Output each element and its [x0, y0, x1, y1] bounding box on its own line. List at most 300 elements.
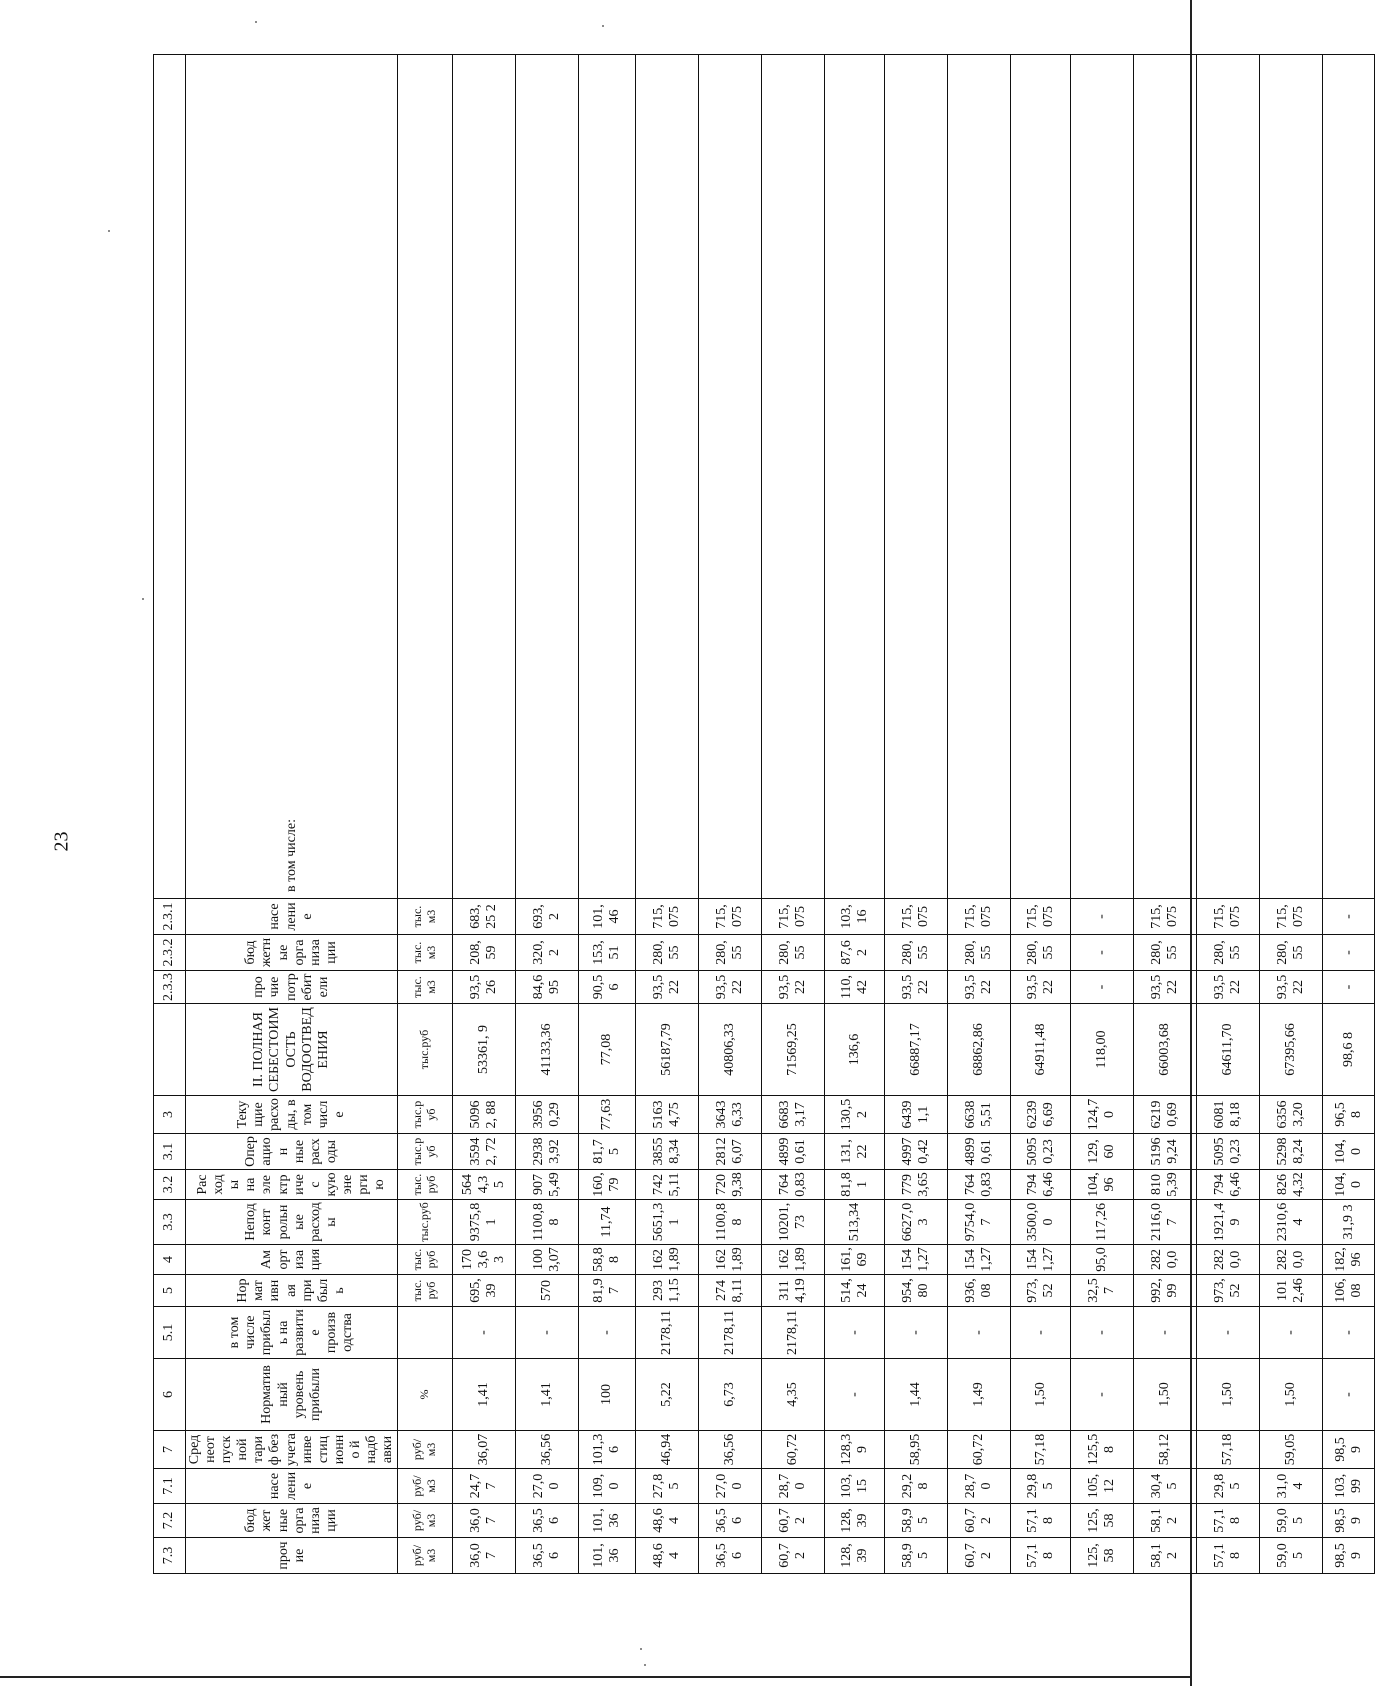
row-number: 6	[154, 1359, 186, 1431]
value-cell: 1,50	[1260, 1359, 1323, 1431]
value-cell: -	[1071, 971, 1134, 1004]
row-unit: тыс.руб	[398, 1096, 453, 1134]
row-number: 7	[154, 1431, 186, 1469]
value-cell: 280,55	[636, 935, 699, 971]
header-empty-cell	[762, 55, 825, 899]
value-cell: 2178,11	[762, 1307, 825, 1359]
value-cell: 7793,65	[885, 1170, 948, 1200]
table-value-row	[1197, 55, 1260, 1574]
value-cell: -	[1071, 935, 1134, 971]
value-cell: 57,18	[1011, 1504, 1071, 1538]
value-cell: 98,5 9	[1323, 1504, 1375, 1538]
value-cell: 58,88	[579, 1245, 636, 1275]
value-cell: -	[825, 1359, 885, 1431]
value-cell: 8105,39	[1134, 1170, 1197, 1200]
value-cell: 64611,70	[1197, 1004, 1260, 1096]
value-cell: 49970,42	[885, 1134, 948, 1170]
header-empty-cell	[1323, 55, 1375, 899]
row-unit: тыс.руб	[398, 1004, 453, 1096]
value-cell: 48990,61	[948, 1134, 1011, 1170]
value-cell: 1100,88	[699, 1200, 762, 1245]
value-cell: 128,39	[825, 1431, 885, 1469]
value-cell: 128,39	[825, 1504, 885, 1538]
value-cell: 35942, 72	[453, 1134, 516, 1170]
value-cell: 1100,88	[516, 1200, 579, 1245]
value-cell: 715,075	[1134, 899, 1197, 935]
table-value-row	[636, 55, 699, 1574]
header-empty-cell	[579, 55, 636, 899]
value-cell: 715,075	[1260, 899, 1323, 935]
value-cell: 10201,73	[762, 1200, 825, 1245]
value-cell: 715,075	[636, 899, 699, 935]
value-cell: 131,22	[825, 1134, 885, 1170]
row-name: в том числе прибыль на развитие производства	[186, 1307, 398, 1359]
value-cell: 105,12	[1071, 1469, 1134, 1504]
value-cell: 280,55	[1134, 935, 1197, 971]
value-cell: -	[885, 1307, 948, 1359]
value-cell: 57,18	[1197, 1431, 1260, 1469]
row-unit: тыс. м3	[398, 971, 453, 1004]
value-cell: 62396,69	[1011, 1096, 1071, 1134]
value-cell: 101,46	[579, 899, 636, 935]
row-name: население	[186, 1469, 398, 1504]
value-cell: 1621,89	[762, 1245, 825, 1275]
value-cell: 9375,8 1	[453, 1200, 516, 1245]
value-cell: 7640,83	[762, 1170, 825, 1200]
value-cell: -	[1323, 1359, 1375, 1431]
value-cell: 68862,86	[948, 1004, 1011, 1096]
value-cell: 160,79	[579, 1170, 636, 1200]
value-cell: 36,07	[453, 1504, 516, 1538]
table-value-row	[948, 55, 1011, 1574]
value-cell: 208,59	[453, 935, 516, 971]
page-number: 23	[50, 831, 73, 852]
value-cell: 60,72	[762, 1431, 825, 1469]
value-cell: 48990,61	[762, 1134, 825, 1170]
value-cell: 110,42	[825, 971, 885, 1004]
row-name: Амортизация	[186, 1245, 398, 1275]
value-cell: 58,95	[885, 1431, 948, 1469]
value-cell: 31,04	[1260, 1469, 1323, 1504]
value-cell: 50950,23	[1197, 1134, 1260, 1170]
value-cell: 715,075	[762, 899, 825, 935]
header-label: в том числе:	[186, 55, 398, 899]
row-unit: руб/м3	[398, 1431, 453, 1469]
value-cell: 570	[516, 1275, 579, 1307]
value-cell: 28,70	[762, 1469, 825, 1504]
value-cell: 280,55	[1260, 935, 1323, 971]
table-value-row	[699, 55, 762, 1574]
table-value-row	[1323, 55, 1375, 1574]
value-cell: 59,05	[1260, 1504, 1323, 1538]
value-cell: 48,64	[636, 1504, 699, 1538]
value-cell: 715,075	[699, 899, 762, 935]
value-cell: 87,62	[825, 935, 885, 971]
value-cell: 93,522	[1011, 971, 1071, 1004]
value-cell: 93,522	[1197, 971, 1260, 1004]
row-number: 5.1	[154, 1307, 186, 1359]
value-cell: 1,50	[1134, 1359, 1197, 1431]
header-empty-cell	[636, 55, 699, 899]
value-cell: 7640,83	[948, 1170, 1011, 1200]
table-row-names	[186, 55, 398, 1574]
value-cell: -	[1011, 1307, 1071, 1359]
value-cell: 28126,07	[699, 1134, 762, 1170]
value-cell: 280,55	[1197, 935, 1260, 971]
value-cell: 125,58	[1071, 1504, 1134, 1538]
value-cell: 100	[579, 1359, 636, 1431]
page-border-bottom	[0, 1676, 1192, 1678]
value-cell: -	[453, 1307, 516, 1359]
value-cell: 50962, 88	[453, 1096, 516, 1134]
value-cell: 24,77	[453, 1469, 516, 1504]
header-empty-cell	[825, 55, 885, 899]
value-cell: 1,49	[948, 1359, 1011, 1431]
value-cell: -	[516, 1307, 579, 1359]
value-cell: -	[1197, 1307, 1260, 1359]
value-cell: 93,522	[1134, 971, 1197, 1004]
value-cell: 1541,27	[1011, 1245, 1071, 1275]
row-number: 3.3	[154, 1200, 186, 1245]
value-cell: 32,57	[1071, 1275, 1134, 1307]
value-cell: 2820,0	[1197, 1245, 1260, 1275]
value-cell: 36,56	[516, 1538, 579, 1574]
value-cell: 98,5 9	[1323, 1431, 1375, 1469]
value-cell: 715,075	[885, 899, 948, 935]
value-cell: 36,07	[453, 1538, 516, 1574]
value-cell: 29,28	[885, 1469, 948, 1504]
value-cell: -	[1071, 899, 1134, 935]
value-cell: 1012,46	[1260, 1275, 1323, 1307]
value-cell: 50950,23	[1011, 1134, 1071, 1170]
value-cell: 7946,46	[1011, 1170, 1071, 1200]
row-name: Текущие расходы, в том числе	[186, 1096, 398, 1134]
value-cell: 125,58	[1071, 1431, 1134, 1469]
value-cell: 41133,36	[516, 1004, 579, 1096]
value-cell: 51634,75	[636, 1096, 699, 1134]
row-name: Операцион ные расходы	[186, 1134, 398, 1170]
header-empty-cell	[1134, 55, 1197, 899]
value-cell: 93,526	[453, 971, 516, 1004]
value-cell: 992,99	[1134, 1275, 1197, 1307]
value-cell: 60,72	[762, 1504, 825, 1538]
row-number: 4	[154, 1245, 186, 1275]
value-cell: -	[825, 1307, 885, 1359]
value-cell: 29383,92	[516, 1134, 579, 1170]
value-cell: 28,70	[948, 1469, 1011, 1504]
header-empty-cell	[1071, 55, 1134, 899]
value-cell: 77,08	[579, 1004, 636, 1096]
header-empty-cell	[1011, 55, 1071, 899]
tariff-table	[153, 54, 1375, 1574]
row-name: бюджетные организации	[186, 1504, 398, 1538]
value-cell: 3500,00	[1011, 1200, 1071, 1245]
value-cell: 63563,20	[1260, 1096, 1323, 1134]
value-cell: 66887,17	[885, 1004, 948, 1096]
value-cell: 715,075	[1011, 899, 1071, 935]
value-cell: 4,35	[762, 1359, 825, 1431]
row-unit: руб/м3	[398, 1538, 453, 1574]
value-cell: 1921,49	[1197, 1200, 1260, 1245]
value-cell: 130,52	[825, 1096, 885, 1134]
value-cell: 7209,38	[699, 1170, 762, 1200]
scan-speck	[602, 25, 604, 27]
value-cell: 93,522	[885, 971, 948, 1004]
row-number: 2.3.2	[154, 935, 186, 971]
value-cell: 29,85	[1011, 1469, 1071, 1504]
value-cell: 6627,03	[885, 1200, 948, 1245]
header-empty-cell	[1260, 55, 1323, 899]
value-cell: 103,15	[825, 1469, 885, 1504]
value-cell: 57,18	[1011, 1538, 1071, 1574]
table-row-numbers	[154, 55, 186, 1574]
value-cell: 31,9 3	[1323, 1200, 1375, 1245]
value-cell: 48,64	[636, 1538, 699, 1574]
value-cell: 40806,33	[699, 1004, 762, 1096]
value-cell: -	[1071, 1307, 1134, 1359]
value-cell: 57,18	[1011, 1431, 1071, 1469]
scan-speck	[108, 230, 110, 232]
row-unit: тыс.руб	[398, 1134, 453, 1170]
value-cell: -	[1134, 1307, 1197, 1359]
value-cell: 280,55	[1011, 935, 1071, 971]
value-cell: 58,12	[1134, 1504, 1197, 1538]
row-unit: тыс.руб	[398, 1245, 453, 1275]
value-cell: 59,05	[1260, 1538, 1323, 1574]
value-cell: 280,55	[885, 935, 948, 971]
row-name: Среднеот пускной тариф без учета инвестиционно й надбавки	[186, 1431, 398, 1469]
row-number: 3.1	[154, 1134, 186, 1170]
header-empty-cell	[453, 55, 516, 899]
row-number: 3	[154, 1096, 186, 1134]
tariff-table-rotated	[153, 54, 1364, 1574]
value-cell: -	[1323, 935, 1375, 971]
row-name: Неподконт рольные расходы	[186, 1200, 398, 1245]
header-num-cell	[154, 55, 186, 899]
value-cell: 36,56	[699, 1504, 762, 1538]
value-cell: 153,51	[579, 935, 636, 971]
row-unit: %	[398, 1359, 453, 1431]
table-value-row	[1071, 55, 1134, 1574]
value-cell: 2820,0	[1134, 1245, 1197, 1275]
value-cell: 27,00	[516, 1469, 579, 1504]
value-cell: -	[948, 1307, 1011, 1359]
value-cell: 58,12	[1134, 1538, 1197, 1574]
value-cell: 1003,07	[516, 1245, 579, 1275]
header-empty-cell	[1197, 55, 1260, 899]
value-cell: -	[1260, 1307, 1323, 1359]
value-cell: 7425,11	[636, 1170, 699, 1200]
value-cell: 6,73	[699, 1359, 762, 1431]
value-cell: 36,56	[699, 1538, 762, 1574]
value-cell: 103, 99	[1323, 1469, 1375, 1504]
row-name: прочие	[186, 1538, 398, 1574]
value-cell: 683,25 2	[453, 899, 516, 935]
value-cell: 9075,49	[516, 1170, 579, 1200]
value-cell: 38558,34	[636, 1134, 699, 1170]
value-cell: 5,22	[636, 1359, 699, 1431]
row-number: 2.3.3	[154, 971, 186, 1004]
value-cell: 1621,89	[699, 1245, 762, 1275]
value-cell: 66833,17	[762, 1096, 825, 1134]
scan-speck	[644, 1664, 646, 1666]
row-unit	[398, 1307, 453, 1359]
value-cell: 71569,25	[762, 1004, 825, 1096]
row-name: прочие потребители	[186, 971, 398, 1004]
value-cell: 104, 0	[1323, 1170, 1375, 1200]
row-name: Расходы на электричес кую энергию	[186, 1170, 398, 1200]
value-cell: 53361, 9	[453, 1004, 516, 1096]
value-cell: 1,50	[1011, 1359, 1071, 1431]
value-cell: 117,26	[1071, 1200, 1134, 1245]
value-cell: 936,08	[948, 1275, 1011, 1307]
value-cell: 1541,27	[948, 1245, 1011, 1275]
value-cell: 182, 96	[1323, 1245, 1375, 1275]
value-cell: 2178,11	[636, 1307, 699, 1359]
value-cell: 695,39	[453, 1275, 516, 1307]
value-cell: 103,16	[825, 899, 885, 935]
value-cell: 5644,3 5	[453, 1170, 516, 1200]
value-cell: 36,56	[699, 1431, 762, 1469]
table-value-row	[579, 55, 636, 1574]
value-cell: 128,39	[825, 1538, 885, 1574]
row-name: бюджетные организации	[186, 935, 398, 971]
value-cell: 60818,18	[1197, 1096, 1260, 1134]
row-unit: руб/м3	[398, 1469, 453, 1504]
value-cell: 58,12	[1134, 1431, 1197, 1469]
value-cell: 66003,68	[1134, 1004, 1197, 1096]
row-unit: тыс. м3	[398, 935, 453, 971]
value-cell: 64911,48	[1011, 1004, 1071, 1096]
value-cell: 106, 08	[1323, 1275, 1375, 1307]
value-cell: 973,52	[1011, 1275, 1071, 1307]
value-cell: 104, 0	[1323, 1134, 1375, 1170]
value-cell: 101,36	[579, 1431, 636, 1469]
row-name: Нормативная прибыль	[186, 1275, 398, 1307]
table-value-row	[516, 55, 579, 1574]
value-cell: 161,69	[825, 1245, 885, 1275]
value-cell: -	[579, 1307, 636, 1359]
table-row-units	[398, 55, 453, 1574]
value-cell: 280,55	[699, 935, 762, 971]
scan-speck	[255, 21, 257, 23]
value-cell: 67395,66	[1260, 1004, 1323, 1096]
table-value-row	[1134, 55, 1197, 1574]
value-cell: -	[1323, 1307, 1375, 1359]
header-empty-cell	[699, 55, 762, 899]
value-cell: 36,56	[516, 1431, 579, 1469]
row-number: 7.2	[154, 1504, 186, 1538]
value-cell: 56187,79	[636, 1004, 699, 1096]
value-cell: 64391,1	[885, 1096, 948, 1134]
value-cell: 62190,69	[1134, 1096, 1197, 1134]
value-cell: 27,00	[699, 1469, 762, 1504]
value-cell: 280,55	[948, 935, 1011, 971]
value-cell: 11,74	[579, 1200, 636, 1245]
value-cell: 51969,24	[1134, 1134, 1197, 1170]
value-cell: 2116,07	[1134, 1200, 1197, 1245]
value-cell: 7946,46	[1197, 1170, 1260, 1200]
table-value-row	[885, 55, 948, 1574]
value-cell: 513,34	[825, 1200, 885, 1245]
table-value-row	[1260, 55, 1323, 1574]
value-cell: 1541,27	[885, 1245, 948, 1275]
value-cell: 77,63	[579, 1096, 636, 1134]
value-cell: 280,55	[762, 935, 825, 971]
header-empty-cell	[516, 55, 579, 899]
row-unit: тыс. м3	[398, 899, 453, 935]
value-cell: 36,56	[516, 1504, 579, 1538]
value-cell: 1,44	[885, 1359, 948, 1431]
row-unit: тыс.руб	[398, 1170, 453, 1200]
header-empty-cell	[885, 55, 948, 899]
row-unit: руб/м3	[398, 1504, 453, 1538]
header-empty-cell	[948, 55, 1011, 899]
value-cell: 514,24	[825, 1275, 885, 1307]
value-cell: 2178,11	[699, 1307, 762, 1359]
value-cell: 90,56	[579, 971, 636, 1004]
value-cell: 3114,19	[762, 1275, 825, 1307]
value-cell: 2748,11	[699, 1275, 762, 1307]
value-cell: 36,07	[453, 1431, 516, 1469]
value-cell: 60,72	[762, 1538, 825, 1574]
value-cell: 58,95	[885, 1538, 948, 1574]
scan-speck	[640, 1648, 642, 1650]
header-unit-cell	[398, 55, 453, 899]
value-cell: 52988,24	[1260, 1134, 1323, 1170]
value-cell: -	[1323, 899, 1375, 935]
row-name: II. ПОЛНАЯ СЕБЕСТОИМ ОСТЬ ВОДООТВЕД ЕНИЯ	[186, 1004, 398, 1096]
value-cell: 66385,51	[948, 1096, 1011, 1134]
row-number: 2.3.1	[154, 899, 186, 935]
value-cell: 124,70	[1071, 1096, 1134, 1134]
row-name: Норматив ный уровень прибыли	[186, 1359, 398, 1431]
value-cell: 98,5 9	[1323, 1538, 1375, 1574]
value-cell: 59,05	[1260, 1431, 1323, 1469]
value-cell: 30,45	[1134, 1469, 1197, 1504]
value-cell: 93,522	[762, 971, 825, 1004]
value-cell: 81,97	[579, 1275, 636, 1307]
value-cell: -	[1071, 1359, 1134, 1431]
value-cell: 954,80	[885, 1275, 948, 1307]
value-cell: 1,50	[1197, 1359, 1260, 1431]
value-cell: 125,58	[1071, 1538, 1134, 1574]
table-value-row	[453, 55, 516, 1574]
row-unit: тыс.руб	[398, 1200, 453, 1245]
value-cell: 98,6 8	[1323, 1004, 1375, 1096]
value-cell: 2931,15	[636, 1275, 699, 1307]
value-cell: 29,85	[1197, 1469, 1260, 1504]
value-cell: 1,41	[516, 1359, 579, 1431]
value-cell: 60,72	[948, 1431, 1011, 1469]
table-value-row	[1011, 55, 1071, 1574]
value-cell: 93,522	[948, 971, 1011, 1004]
value-cell: 84,695	[516, 971, 579, 1004]
value-cell: 693,2	[516, 899, 579, 935]
value-cell: -	[1323, 971, 1375, 1004]
value-cell: 93,522	[1260, 971, 1323, 1004]
value-cell: 57,18	[1197, 1504, 1260, 1538]
value-cell: 9754,07	[948, 1200, 1011, 1245]
value-cell: 39560,29	[516, 1096, 579, 1134]
value-cell: 973,52	[1197, 1275, 1260, 1307]
value-cell: 93,522	[699, 971, 762, 1004]
value-cell: 2820,0	[1260, 1245, 1323, 1275]
value-cell: 715,075	[1197, 899, 1260, 935]
value-cell: 60,72	[948, 1538, 1011, 1574]
value-cell: 1621,89	[636, 1245, 699, 1275]
row-unit: тыс.руб	[398, 1275, 453, 1307]
